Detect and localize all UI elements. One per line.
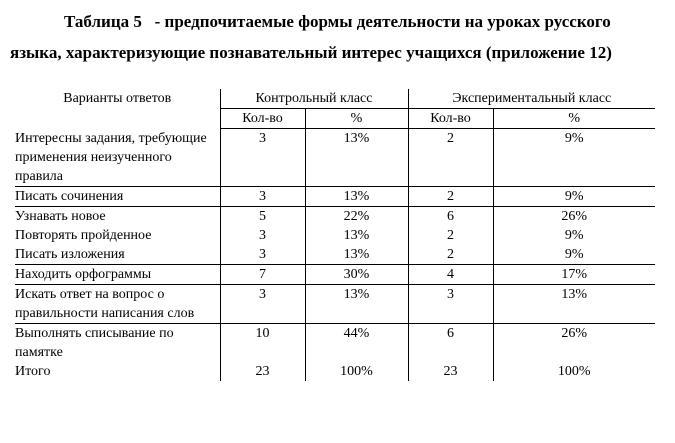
- row-label: Писать изложения: [15, 245, 220, 265]
- table-row: [15, 323, 655, 362]
- control-percent-cell: 13%: [305, 129, 408, 187]
- row-label: Повторять пройденное: [15, 226, 220, 245]
- results-table: [15, 89, 655, 381]
- experimental-count-cell: 6: [408, 323, 493, 362]
- row-label: Искать ответ на вопрос о правильности написания слов: [15, 284, 220, 323]
- control-percent-cell: 100%: [305, 362, 408, 381]
- experimental-percent-cell: 9%: [493, 245, 655, 265]
- table-caption: [10, 6, 670, 68]
- control-count-cell: 10: [220, 323, 305, 362]
- table-row: [15, 362, 655, 381]
- control-count-cell: 3: [220, 129, 305, 187]
- control-count-cell: 3: [220, 226, 305, 245]
- table-row: [15, 206, 655, 226]
- control-percent-cell: 44%: [305, 323, 408, 362]
- control-percent-cell: 13%: [305, 186, 408, 206]
- control-count-cell: 3: [220, 186, 305, 206]
- table-row: [15, 245, 655, 265]
- row-label: Выполнять списывание по памятке: [15, 323, 220, 362]
- caption-line-1: Таблица 5 - предпочитаемые формы деятельности на уроках русского: [64, 12, 611, 31]
- header-control-percent: %: [305, 109, 408, 129]
- row-label: Писать сочинения: [15, 186, 220, 206]
- control-percent-cell: 30%: [305, 264, 408, 284]
- experimental-percent-cell: 26%: [561, 208, 588, 224]
- experimental-percent-cell: 9%: [564, 227, 584, 243]
- table-row: [15, 226, 655, 245]
- row-label: Находить орфограммы: [15, 264, 220, 284]
- row-label: Интересны задания, требующие применения неизученного правила: [15, 129, 220, 187]
- control-percent-cell: 13%: [305, 226, 408, 245]
- header-variants: Варианты ответов: [15, 89, 220, 129]
- table-body: [15, 129, 655, 381]
- header-control-count: Кол-во: [220, 109, 305, 129]
- control-count-cell: 3: [220, 284, 305, 323]
- control-percent-cell: 22%: [305, 206, 408, 226]
- table-row: [15, 129, 655, 187]
- experimental-percent-cell: 100%: [557, 363, 591, 379]
- control-count-cell: 23: [220, 362, 305, 381]
- header-experimental-class: Экспериментальный класс: [408, 89, 655, 109]
- control-count-cell: 5: [220, 206, 305, 226]
- table-row: [15, 284, 655, 323]
- experimental-count-cell: 2: [408, 186, 493, 206]
- experimental-percent-cell: 17%: [493, 264, 655, 284]
- table-row: [15, 264, 655, 284]
- experimental-percent-cell: 13%: [493, 284, 655, 323]
- experimental-count-cell: 4: [408, 264, 493, 284]
- row-label: Узнавать новое: [15, 206, 220, 226]
- header-experimental-percent: %: [493, 109, 655, 129]
- experimental-count-cell: 2: [408, 245, 493, 265]
- header-control-class: Контрольный класс: [220, 89, 408, 109]
- experimental-count-cell: 2: [408, 226, 493, 245]
- experimental-count-cell: 3: [408, 284, 493, 323]
- control-count-cell: 3: [220, 245, 305, 265]
- experimental-count-cell: 2: [408, 129, 493, 187]
- table-header-row-1: [15, 89, 655, 109]
- control-percent-cell: 13%: [305, 284, 408, 323]
- experimental-count-cell: 23: [408, 362, 493, 381]
- header-experimental-count: Кол-во: [408, 109, 493, 129]
- row-label: Итого: [15, 362, 220, 381]
- table-row: [15, 186, 655, 206]
- control-percent-cell: 13%: [305, 245, 408, 265]
- caption-line-2: языка, характеризующие познавательный интерес учащихся (приложение 12): [10, 43, 612, 62]
- experimental-count-cell: 6: [408, 206, 493, 226]
- experimental-percent-cell: 26%: [561, 325, 588, 341]
- experimental-percent-cell: 9%: [493, 186, 655, 206]
- experimental-percent-cell: 9%: [493, 129, 655, 187]
- control-count-cell: 7: [220, 264, 305, 284]
